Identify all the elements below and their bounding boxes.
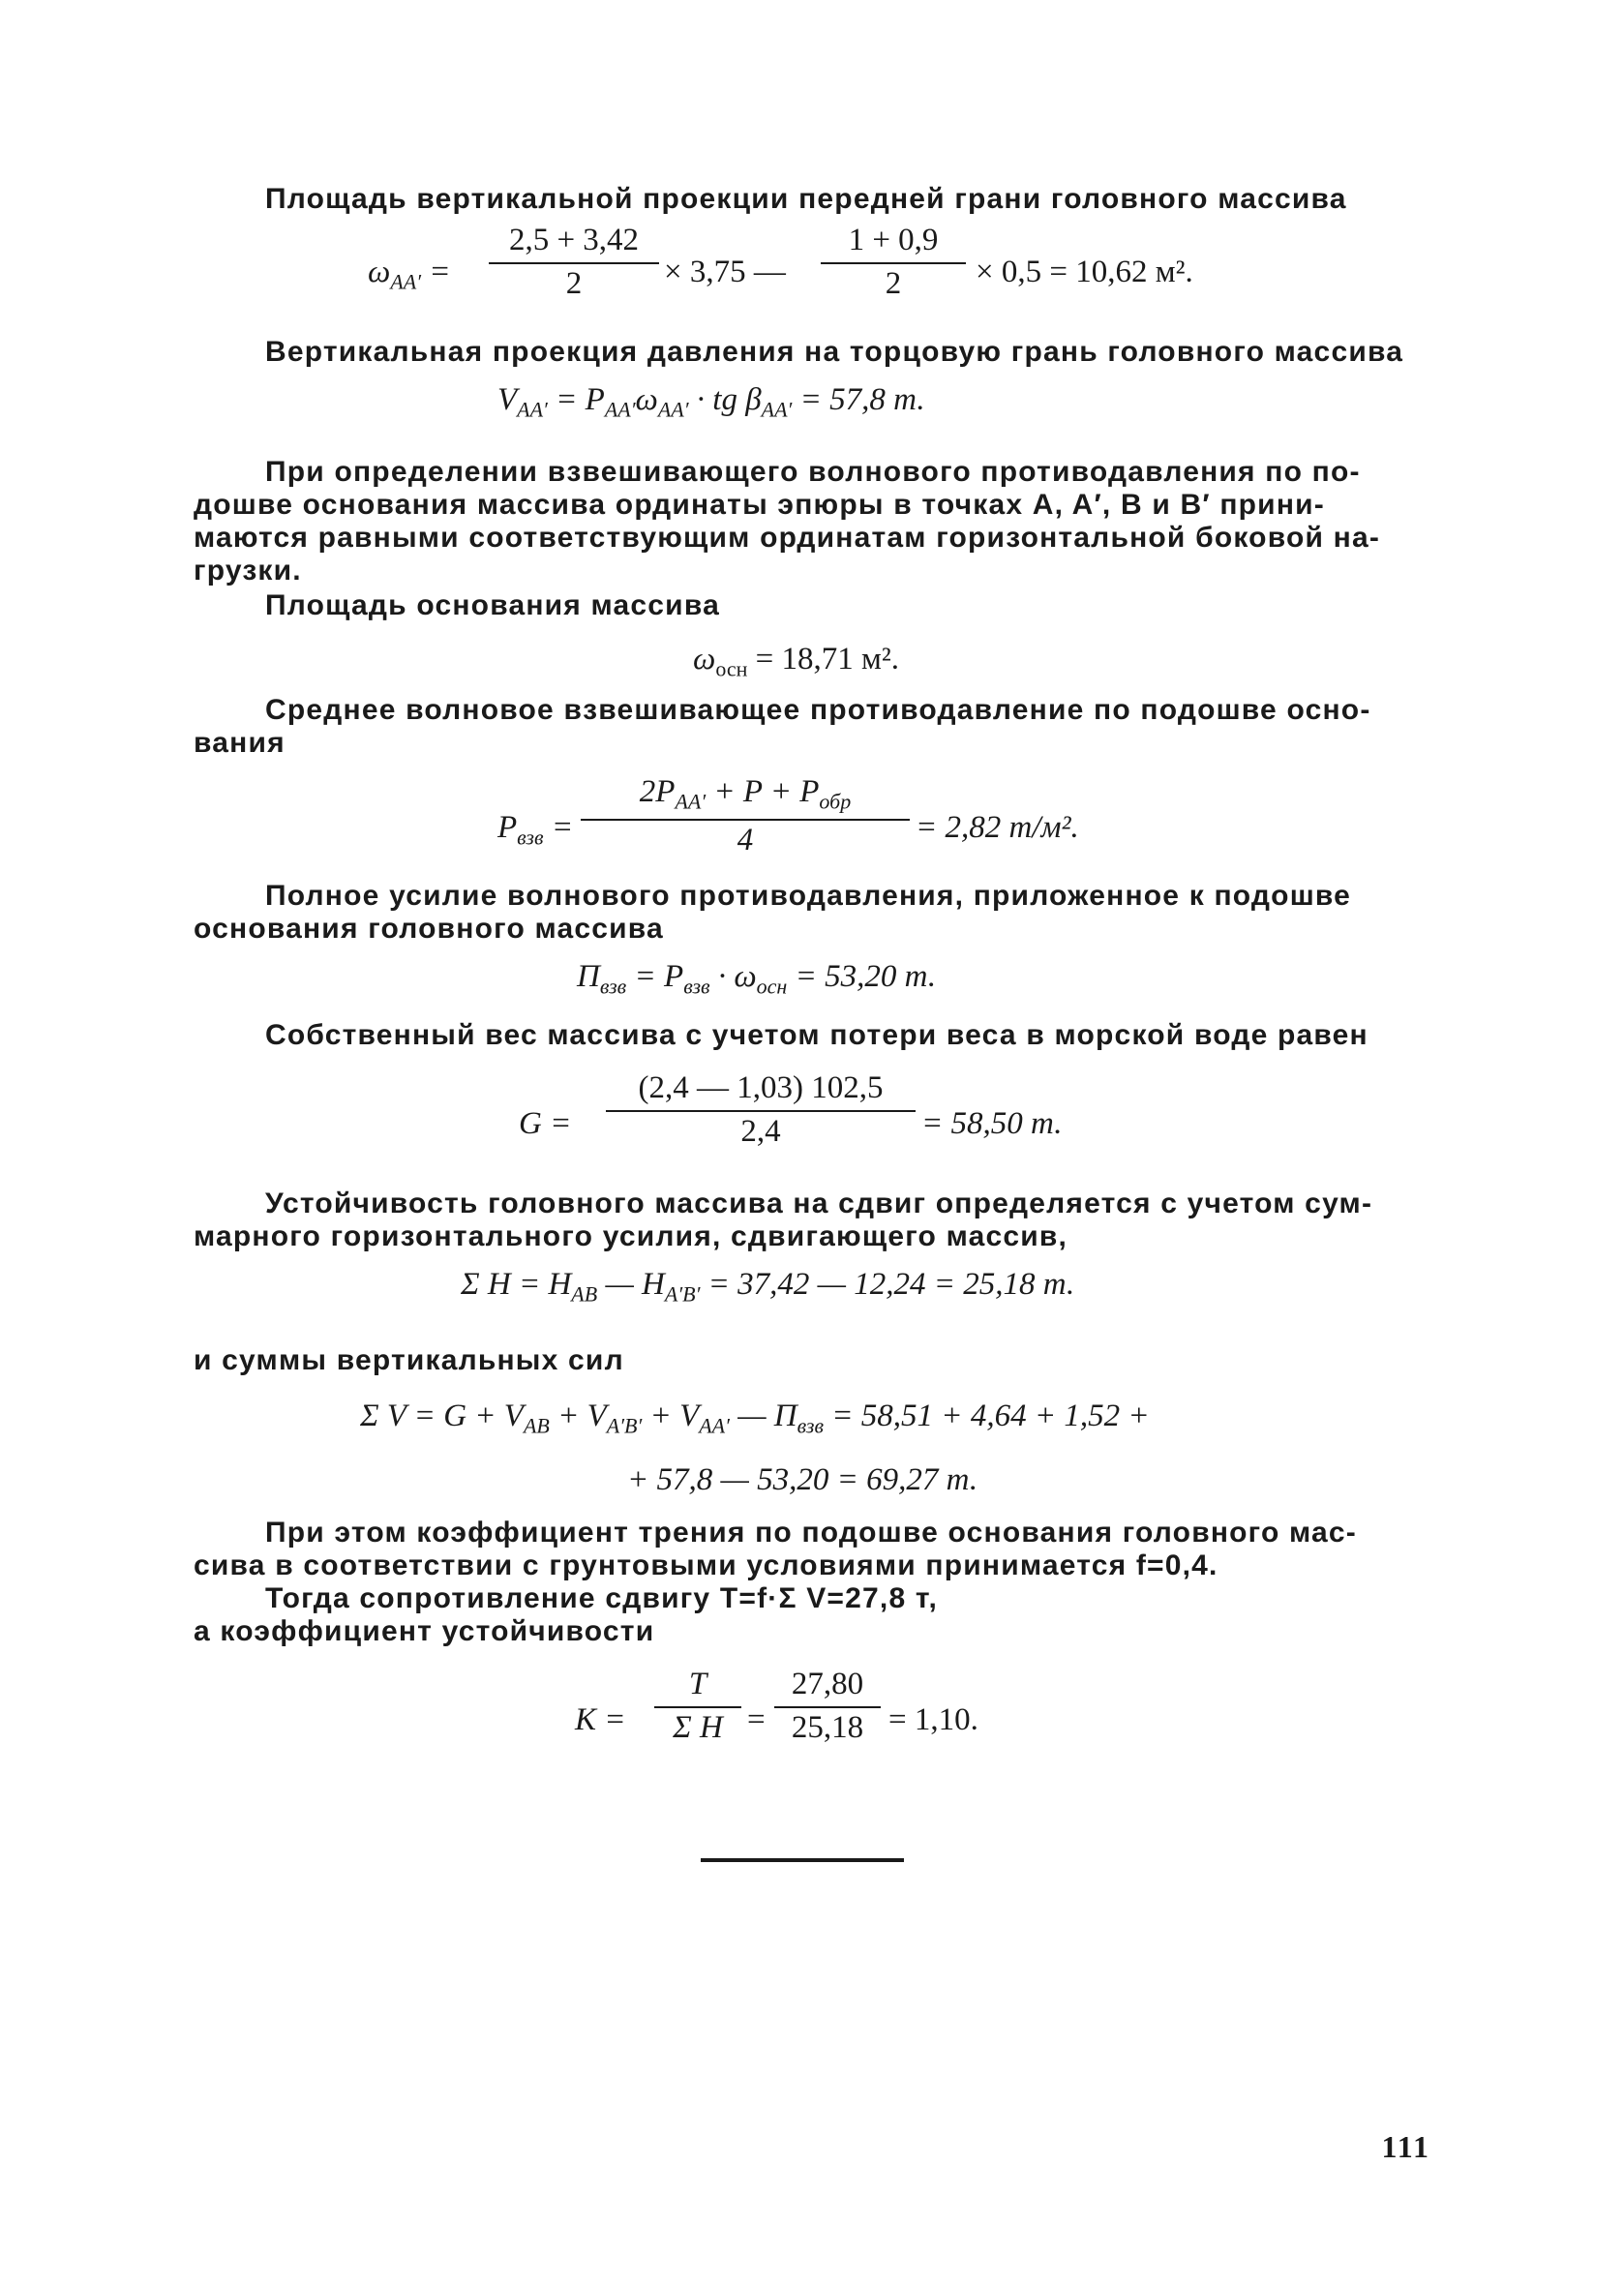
paragraph-text: Среднее волновое взвешивающее противодавление по подошве осно- [265, 694, 1371, 726]
equation-lhs: $P_{взв}$ = [497, 810, 574, 850]
paragraph-text: Собственный вес массива с учетом потери веса в морской воде равен [265, 1019, 1368, 1051]
equation: $\omega_{осн} = 18,71$ м². [693, 642, 900, 681]
paragraph-text: Площадь основания массива [265, 589, 720, 621]
fraction: $\frac{27,80}{25,18}$ [774, 1667, 881, 1746]
paragraph-text: Устойчивость головного массива на сдвиг определяется с учетом сум- [265, 1188, 1373, 1219]
fraction: $\frac{2,5 + 3,42}{2}$ [489, 223, 659, 302]
equation-text: = 1,10. [888, 1702, 978, 1737]
equation-lhs: $\omega_{AA'}$ = [368, 255, 451, 294]
paragraph-text: вания [194, 727, 286, 759]
equation-lhs: G = [519, 1106, 572, 1141]
equation: Σ $V = G + V_{AB} + V_{A'B'} + V_{AA'}$ — $П_{взв} = 58,51 + 4,64 + 1,52$ + [360, 1399, 1150, 1438]
section-divider [701, 1858, 904, 1862]
paragraph-text: Тогда сопротивление сдвигу T=f·Σ V=27,8 т, [265, 1582, 939, 1614]
equation: $П_{взв} = P_{взв} \cdot \omega_{осн} = 53,20$ т. [577, 959, 937, 999]
fraction: $\frac{T}{\text{Σ H}}$ [654, 1667, 741, 1746]
paragraph-text: дошве основания массива ординаты эпюры в точках A, A′, B и B′ прини- [194, 489, 1325, 521]
equation-lhs: K = [575, 1702, 626, 1737]
equation-text: × 0,5 = 10,62 м². [976, 255, 1193, 289]
paragraph-text: При определении взвешивающего волнового противодавления по по- [265, 456, 1361, 488]
paragraph-text: При этом коэффициент трения по подошве основания головного мас- [265, 1517, 1358, 1549]
paragraph-text: Полное усилие волнового противодавления, приложенное к подошве [265, 880, 1352, 912]
equation: + 57,8 — 53,20 = 69,27 т. [627, 1462, 978, 1497]
paragraph-text: маются равными соответствующим ординатам горизонтальной боковой на- [194, 522, 1381, 554]
paragraph-text: марного горизонтального усилия, сдвигающего массив, [194, 1220, 1068, 1252]
fraction: $\frac{1 + 0,9}{2}$ [821, 223, 966, 302]
paragraph-text: грузки. [194, 555, 302, 587]
paragraph-text: Площадь вертикальной проекции передней грани головного массива [265, 183, 1347, 215]
paragraph-text: а коэффициент устойчивости [194, 1615, 655, 1647]
equation-text: = 2,82 т/м². [916, 810, 1079, 845]
paragraph-text: Вертикальная проекция давления на торцовую грань головного массива [265, 336, 1404, 368]
equation: $V_{AA'} = P_{AA'}\omega_{AA'}$ · tg $\beta_{AA'} = 57,8$ т. [497, 382, 925, 422]
equation: Σ $H = H_{AB}$ — $H_{A'B'} = 37,42$ — 12,24 = 25,18 т. [461, 1267, 1075, 1307]
page-number: 111 [1381, 2129, 1430, 2164]
paragraph-text: и суммы вертикальных сил [194, 1344, 624, 1376]
fraction: $\frac{(2,4 — 1,03) 102,5}{2,4}$ [606, 1070, 916, 1150]
equation-text: = [747, 1702, 766, 1737]
fraction: $2P_{AA'} + P + P_{обр}$ 4 [581, 774, 910, 858]
paragraph-text: сива в соответствии с грунтовыми условиями принимается f=0,4. [194, 1549, 1218, 1581]
equation-text: = 58,50 т. [921, 1106, 1063, 1141]
paragraph-text: основания головного массива [194, 913, 664, 945]
equation-text: × 3,75 — [664, 255, 786, 289]
